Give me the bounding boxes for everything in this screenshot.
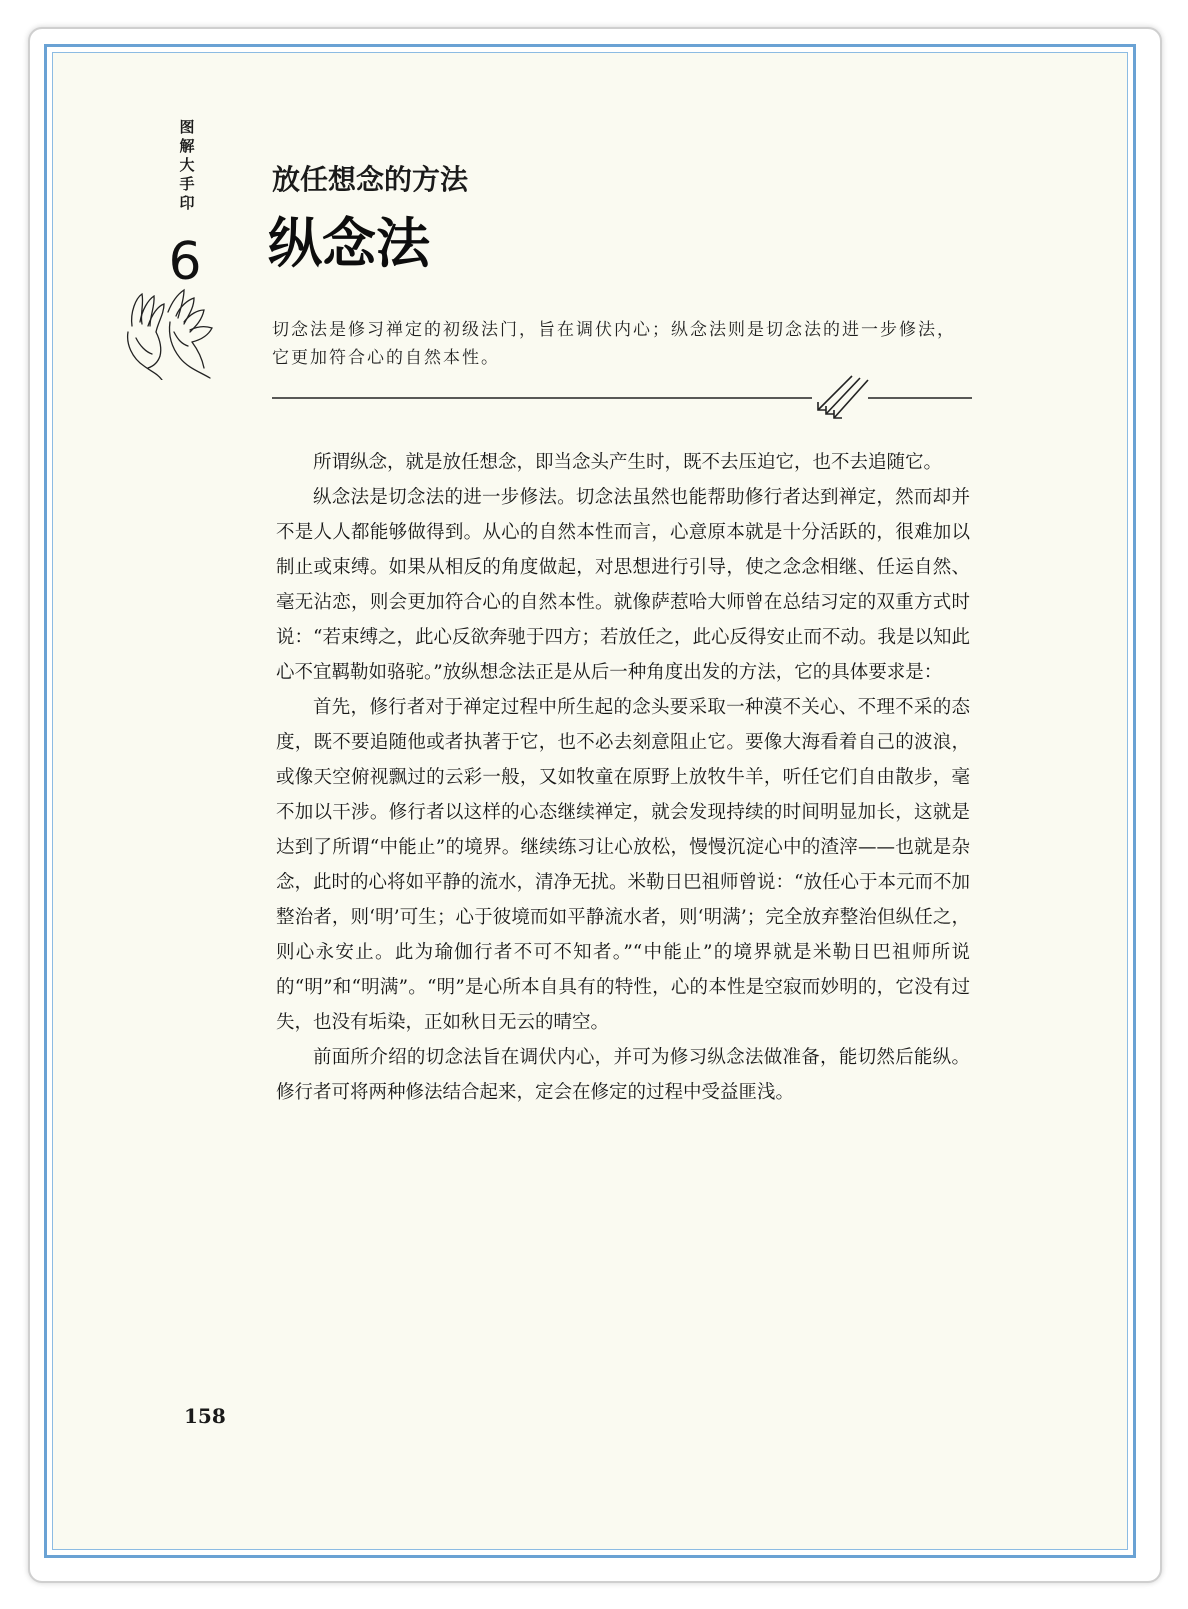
page-title: 纵念法: [268, 211, 430, 275]
section-subtitle: 放任想念的方法: [272, 163, 469, 196]
body-text: [276, 445, 970, 1110]
paragraph: 纵念法是切念法的进一步修法。切念法虽然也能帮助修行者达到禅定，然而却并不是人人都能够做得到。从心的自然本性而言，心意原本就是十分活跃的，很难加以制止或束缚。如果从相反的角度做起，对思想进行引导，使之念念相继、任运自然、毫无沾恋，则会更加符合心的自然本性。就像萨惹哈大师曾在总结习定的双重方式时说：“若束缚之，此心反欲奔驰于四方；若放任之，此心反得安止而不动。我是以知此心不宜羁勒如骆驼。”放纵想念法正是从后一种角度出发的方法，它的具体要求是：: [276, 487, 970, 683]
paragraph: 前面所介绍的切念法旨在调伏内心，并可为修习纵念法做准备，能切然后能纵。修行者可将两种修法结合起来，定会在修定的过程中受益匪浅。: [276, 1047, 970, 1103]
paragraph: 所谓纵念，就是放任想念，即当念头产生时，既不去压迫它，也不去追随它。: [313, 452, 943, 473]
paragraph: 首先，修行者对于禅定过程中所生起的念头要采取一种漠不关心、不理不采的态度，既不要追随他或者执著于它，也不必去刻意阻止它。要像大海看着自己的波浪，或像天空俯视飘过的云彩一般，又如牧童在原野上放牧牛羊，听任它们自由散步，毫不加以干涉。修行者以这样的心态继续禅定，就会发现持续的时间明显加长，这就是达到了所谓“中能止”的境界。继续练习让心放松，慢慢沉淀心中的渣滓——也就是杂念，此时的心将如平静的流水，清净无扰。米勒日巴祖师曾说：“放任心于本元而不加整治者，则‘明’可生；心于彼境而如平静流水者，则‘明满’；完全放弃整治但纵任之，则心永安止。此为瑜伽行者不可不知者。”“中能止”的境界就是米勒日巴祖师所说的“明”和“明满”。“明”是心所本自具有的特性，心的本性是空寂而妙明的，它没有过失，也没有垢染，正如秋日无云的晴空。: [276, 697, 970, 1033]
praying-hands-icon: [118, 282, 228, 380]
intro-summary: 切念法是修习禅定的初级法门，旨在调伏内心；纵念法则是切念法的进一步修法，它更加符合心的自然本性。: [272, 320, 956, 368]
page-number: 158: [184, 1404, 226, 1428]
chapter-number: 6: [168, 232, 202, 292]
book-title-vertical: 图解大手印: [179, 118, 195, 212]
arrow-divider: [272, 368, 972, 428]
